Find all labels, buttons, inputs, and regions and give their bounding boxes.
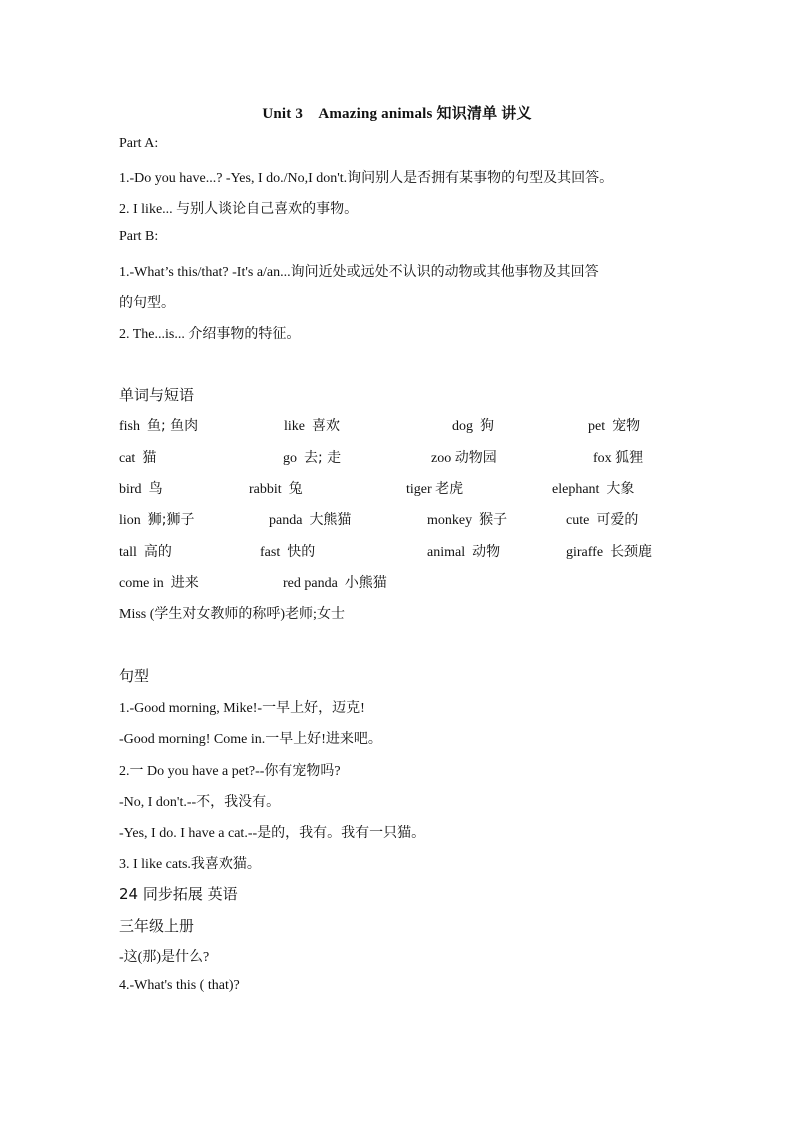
vocab-item: monkey 猴子: [427, 512, 508, 528]
vocab-item: zoo 动物园: [431, 450, 497, 466]
vocab-row: [0, 572, 794, 592]
sentence-line: -No, I don't.--不，我没有。: [119, 795, 281, 810]
vocab-item: cute 可爱的: [566, 512, 639, 528]
book-grade-line: 三年级上册: [119, 917, 195, 935]
sentence-line: 4.-What's this ( that)?: [119, 978, 240, 993]
vocab-item: dog 狗: [452, 418, 494, 434]
vocab-row: [0, 415, 794, 435]
vocab-miss-line: Miss (学生对女教师的称呼)老师;女士: [119, 607, 345, 622]
vocab-item: fox 狐狸: [593, 450, 644, 466]
vocab-item: animal 动物: [427, 544, 501, 560]
vocab-item: pet 宠物: [588, 418, 641, 434]
vocab-row: [0, 509, 794, 529]
sentence-line: 1.-Good morning, Mike!-一早上好，迈克!: [119, 701, 365, 716]
part-b-label: Part B:: [119, 229, 159, 244]
vocab-item: fish 鱼; 鱼肉: [119, 418, 199, 434]
book-info-line: 24 同步拓展 英语: [119, 885, 238, 903]
sentences-heading: 句型: [119, 667, 150, 685]
part-a-line-1: 1.-Do you have...? -Yes, I do./No,I don't.询问别人是否拥有某事物的句型及其回答。: [119, 171, 614, 186]
sentence-line: 3. I like cats.我喜欢猫。: [119, 857, 261, 872]
vocab-item: panda 大熊猫: [269, 512, 352, 528]
part-b-line-2: 的句型。: [119, 296, 175, 311]
vocab-item: red panda 小熊猫: [283, 575, 387, 591]
sentence-line: -Good morning! Come in.一早上好!进来吧。: [119, 732, 382, 747]
vocab-item: go 去; 走: [283, 450, 342, 466]
vocab-row: [0, 541, 794, 561]
part-a-label: Part A:: [119, 136, 159, 151]
vocab-item: come in 进来: [119, 575, 199, 591]
part-b-line-3: 2. The...is... 介绍事物的特征。: [119, 327, 301, 342]
page-title: Unit 3 Amazing animals 知识清单 讲义: [262, 106, 532, 122]
vocab-heading: 单词与短语: [119, 386, 195, 404]
sentence-line: -Yes, I do. I have a cat.--是的，我有。我有一只猫。: [119, 826, 426, 841]
vocab-item: like 喜欢: [284, 418, 340, 434]
vocab-row: [0, 447, 794, 467]
vocab-item: bird 鸟: [119, 481, 163, 497]
vocab-item: tiger 老虎: [406, 481, 464, 497]
vocab-item: fast 快的: [260, 544, 316, 560]
vocab-item: elephant 大象: [552, 481, 635, 497]
question-translation: -这(那)是什么?: [119, 950, 210, 965]
vocab-item: cat 猫: [119, 450, 157, 466]
part-a-line-2: 2. I like... 与别人谈论自己喜欢的事物。: [119, 202, 359, 217]
part-b-line-1: 1.-What’s this/that? -It's a/an...询问近处或远处不认识的动物或其他事物及其回答: [119, 265, 599, 280]
sentence-line: 2.一 Do you have a pet?--你有宠物吗?: [119, 764, 341, 779]
vocab-item: rabbit 兔: [249, 481, 303, 497]
vocab-item: giraffe 长颈鹿: [566, 544, 653, 560]
vocab-item: lion 狮;狮子: [119, 512, 195, 528]
vocab-row: [0, 478, 794, 498]
vocab-item: tall 高的: [119, 544, 172, 560]
